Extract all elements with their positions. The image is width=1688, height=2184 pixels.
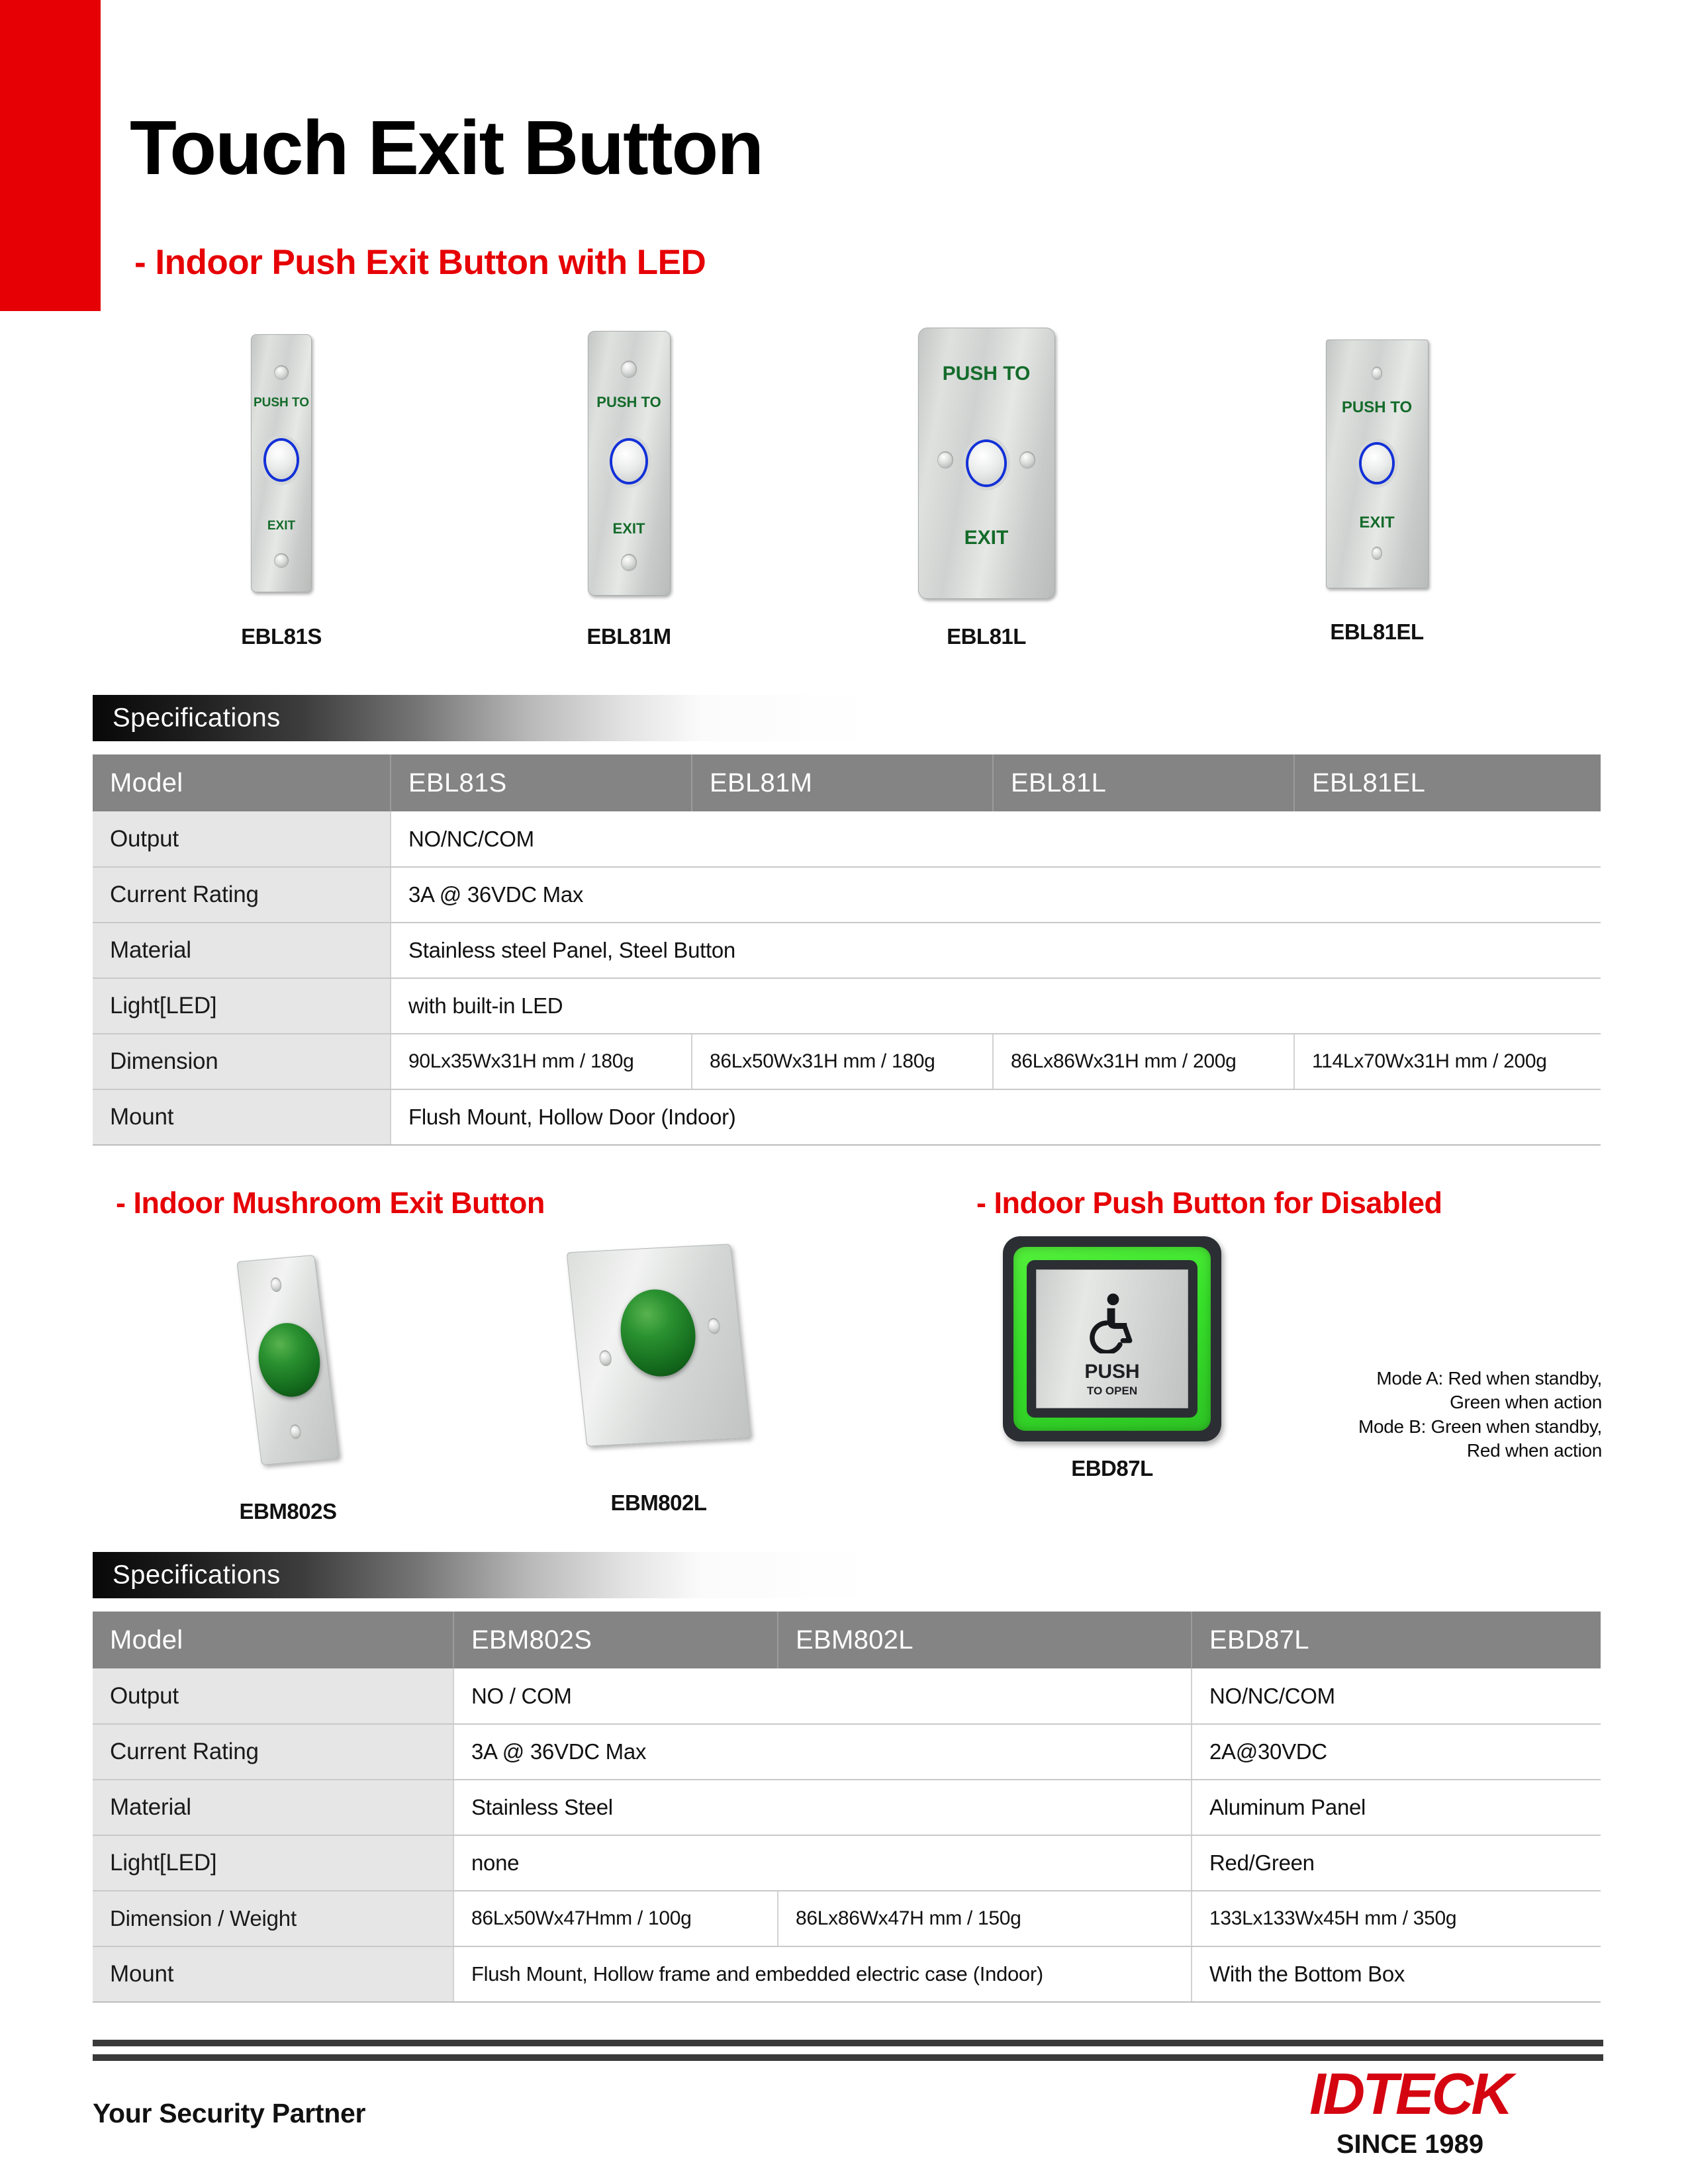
row-value-output: NO/NC/COM (391, 811, 1601, 867)
table-row (93, 1724, 1601, 1780)
ebl81m-face-bottom: EXIT (612, 520, 645, 537)
row-value-light-led: with built-in LED (391, 978, 1601, 1034)
row-label-dimension-weight: Dimension / Weight (93, 1891, 453, 1946)
row-value-dimension-ebm802s: 86Lx50Wx47Hmm / 100g (453, 1891, 778, 1946)
ebl81el-button[interactable] (1362, 445, 1392, 482)
row-value-output-ebm: NO / COM (453, 1668, 1192, 1724)
row-label-mount: Mount (93, 1089, 391, 1145)
screw-icon (598, 1350, 612, 1367)
table-row (93, 811, 1601, 867)
table-row (93, 1780, 1601, 1835)
mode-note-line-3: Mode B: Green when standby, (1358, 1416, 1602, 1437)
screw-icon (289, 1424, 302, 1439)
ebm802l-mushroom-button[interactable] (616, 1287, 700, 1378)
col-head-ebd87l: EBD87L (1192, 1612, 1601, 1668)
row-label-output: Output (93, 811, 391, 867)
logo-since-text: SINCE 1989 (1336, 2130, 1484, 2159)
ebl81m-button[interactable] (612, 441, 645, 482)
product-row-ebl81 (0, 328, 1688, 649)
row-value-dimension-ebl81el: 114Lx70Wx31H mm / 200g (1294, 1034, 1601, 1089)
col-head-ebl81s: EBL81S (391, 754, 692, 811)
row-value-mount-ebm: Flush Mount, Hollow frame and embedded electric case (Indoor) (453, 1946, 1192, 2002)
ebl81s-face-top: PUSH TO (253, 396, 310, 410)
table-row (93, 1034, 1601, 1089)
col-head-ebl81l: EBL81L (993, 754, 1294, 811)
table-row (93, 1946, 1601, 2002)
product-label: EBM802L (610, 1490, 707, 1515)
screw-icon (1372, 547, 1382, 560)
col-head-model: Model (93, 754, 391, 811)
product-ebm802s (192, 1257, 384, 1524)
specifications-bar-1 (93, 695, 874, 741)
ebl81s-button[interactable] (266, 441, 297, 479)
row-value-dimension-ebl81m: 86Lx50Wx31H mm / 180g (692, 1034, 993, 1089)
row-value-mount: Flush Mount, Hollow Door (Indoor) (391, 1089, 1601, 1145)
ebd87l-housing (1003, 1236, 1221, 1441)
page-title: Touch Exit Button (130, 105, 763, 191)
product-label: EBL81EL (1330, 619, 1424, 644)
row-label-current-rating: Current Rating (93, 867, 391, 923)
idteck-logo (1278, 2061, 1542, 2160)
wheelchair-icon (1086, 1293, 1138, 1357)
screw-icon (621, 361, 637, 378)
red-accent-bar (0, 0, 101, 311)
mode-note (1244, 1367, 1602, 1463)
mode-note-line-4: Red when action (1466, 1440, 1602, 1461)
row-label-light-led: Light[LED] (93, 978, 391, 1034)
row-label-mount: Mount (93, 1946, 453, 2002)
table-row (93, 867, 1601, 923)
screw-icon (274, 553, 289, 568)
screw-icon (707, 1318, 721, 1334)
ebd87l-led-ring (1013, 1247, 1211, 1431)
table-row (93, 1891, 1601, 1946)
row-label-output: Output (93, 1668, 453, 1724)
ebd87l-face[interactable] (1036, 1269, 1188, 1408)
footer-tagline: Your Security Partner (93, 2098, 366, 2128)
table-header-row (93, 1612, 1601, 1668)
row-value-dimension-ebl81s: 90Lx35Wx31H mm / 180g (391, 1034, 692, 1089)
ebl81l-button[interactable] (968, 442, 1004, 484)
ebl81s-plate (251, 334, 312, 592)
table-row (93, 923, 1601, 978)
row-value-current-rating-ebd: 2A@30VDC (1192, 1724, 1601, 1780)
row-label-light-led: Light[LED] (93, 1835, 453, 1891)
row-label-material: Material (93, 1780, 453, 1835)
logo-wordmark: IDTECK (1309, 2061, 1511, 2126)
row-value-light-led-ebm: none (453, 1835, 1192, 1891)
row-value-material-ebm: Stainless Steel (453, 1780, 1192, 1835)
row-value-dimension-ebl81l: 86Lx86Wx31H mm / 200g (993, 1034, 1294, 1089)
product-ebm802l (556, 1248, 761, 1516)
table-header-row (93, 754, 1601, 811)
row-value-current-rating-ebm: 3A @ 36VDC Max (453, 1724, 1192, 1780)
product-label: EBL81M (586, 624, 671, 649)
row-value-light-led-ebd: Red/Green (1192, 1835, 1601, 1891)
mode-note-line-1: Mode A: Red when standby, (1376, 1368, 1602, 1388)
spec-table-ebm-ebd (93, 1612, 1601, 2003)
screw-icon (1019, 451, 1035, 469)
table-row (93, 1089, 1601, 1145)
product-label: EBM802S (239, 1499, 337, 1524)
product-ebl81s (192, 334, 371, 649)
col-head-ebm802l: EBM802L (778, 1612, 1192, 1668)
table-row (93, 1835, 1601, 1891)
page-subtitle: - Indoor Push Exit Button with LED (134, 243, 706, 282)
ebm802s-plate (236, 1255, 339, 1465)
ebd87l-push-text: PUSH (1084, 1360, 1140, 1383)
footer-divider-bottom (93, 2054, 1603, 2061)
ebl81l-face-bottom: EXIT (964, 527, 1009, 549)
section-title-disabled: - Indoor Push Button for Disabled (976, 1186, 1442, 1220)
table-row (93, 978, 1601, 1034)
row-value-mount-ebd: With the Bottom Box (1192, 1946, 1601, 2002)
row-value-dimension-ebd87l: 133Lx133Wx45H mm / 350g (1192, 1891, 1601, 1946)
screw-icon (270, 1277, 283, 1293)
product-ebl81l (887, 328, 1086, 649)
ebl81s-face-bottom: EXIT (267, 519, 296, 533)
product-label: EBD87L (1071, 1456, 1153, 1480)
screw-icon (937, 451, 953, 469)
ebd87l-toopen-text: TO OPEN (1086, 1384, 1138, 1397)
col-head-ebl81el: EBL81EL (1294, 754, 1601, 811)
row-label-material: Material (93, 923, 391, 978)
col-head-ebm802s: EBM802S (453, 1612, 778, 1668)
product-ebd87l (993, 1236, 1231, 1481)
section-title-mushroom: - Indoor Mushroom Exit Button (116, 1186, 545, 1220)
row-value-current-rating: 3A @ 36VDC Max (391, 867, 1601, 923)
product-ebl81el (1278, 340, 1476, 645)
specifications-bar-2 (93, 1552, 874, 1598)
product-label: EBL81L (947, 624, 1026, 649)
row-label-current-rating: Current Rating (93, 1724, 453, 1780)
ebm802s-mushroom-button[interactable] (254, 1320, 324, 1399)
ebl81l-plate (918, 328, 1055, 599)
ebl81el-face-top: PUSH TO (1341, 398, 1413, 416)
ebl81m-plate (588, 331, 671, 596)
row-value-dimension-ebm802l: 86Lx86Wx47H mm / 150g (778, 1891, 1192, 1946)
col-head-model: Model (93, 1612, 453, 1668)
ebl81el-face-bottom: EXIT (1359, 514, 1395, 531)
mode-note-line-2: Green when action (1450, 1392, 1602, 1413)
table-row (93, 1668, 1601, 1724)
screw-icon (1372, 367, 1382, 380)
screw-icon (621, 554, 637, 571)
ebl81el-plate (1326, 340, 1429, 588)
screw-icon (274, 365, 289, 380)
ebm802l-plate (567, 1244, 751, 1446)
footer-divider-top (93, 2040, 1603, 2046)
specifications-label: Specifications (113, 703, 281, 733)
ebd87l-frame (1027, 1260, 1197, 1418)
col-head-ebl81m: EBL81M (692, 754, 993, 811)
ebl81l-face-top: PUSH TO (942, 363, 1031, 385)
product-label: EBL81S (241, 624, 322, 649)
row-value-material-ebd: Aluminum Panel (1192, 1780, 1601, 1835)
row-label-dimension: Dimension (93, 1034, 391, 1089)
ebl81m-face-top: PUSH TO (596, 394, 661, 410)
row-value-output-ebd: NO/NC/COM (1192, 1668, 1601, 1724)
specifications-label: Specifications (113, 1560, 281, 1590)
product-ebl81m (536, 331, 722, 649)
row-value-material: Stainless steel Panel, Steel Button (391, 923, 1601, 978)
spec-table-ebl81 (93, 754, 1601, 1146)
